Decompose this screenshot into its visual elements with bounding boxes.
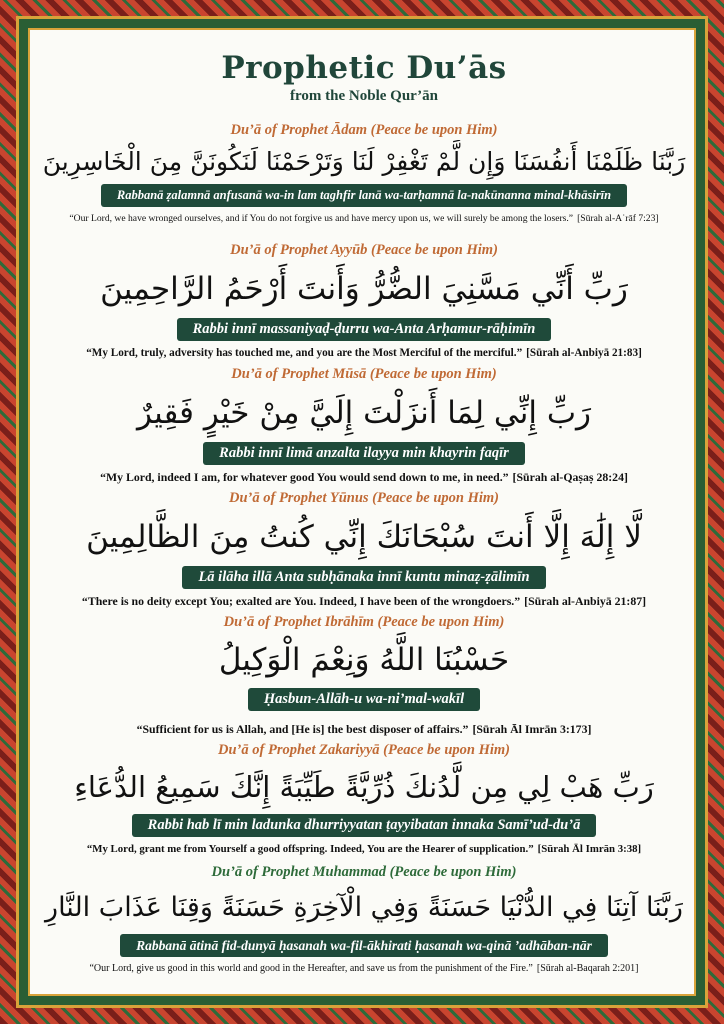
dua-translation: “My Lord, indeed I am, for whatever good You would send down to me, in need.” (100, 470, 509, 484)
dua-reference: [Sūrah Āl Imrān 3:173] (472, 722, 592, 736)
dua-section-yunus (30, 488, 698, 612)
dua-translation-line (30, 958, 698, 980)
dua-heading: Du’ā of Prophet Yūnus (Peace be upon Him) (229, 490, 499, 506)
dua-heading: Du’ā of Prophet Muhammad (Peace be upon Him) (211, 864, 517, 880)
dua-translation: “Our Lord, we have wronged ourselves, and if You do not forgive us and have mercy upon us, we will surely be among the losers.” (69, 213, 574, 224)
dua-translation-line (30, 466, 698, 488)
dua-arabic: رَبِّ أَنِّي مَسَّنِيَ الضُّرُّ وَأَنتَ أَرْحَمُ الرَّاحِمِينَ (100, 271, 628, 307)
dua-heading: Du’ā of Prophet Mūsā (Peace be upon Him) (231, 366, 497, 382)
dua-section-adam (30, 120, 698, 230)
dua-transliteration: Rabbi hab lī min ladunka dhurriyyatan ṭayyibatan innaka Samī’ud-du’ā (132, 814, 597, 837)
dua-transliteration: Rabbanā ẓalamnā anfusanā wa-in lam taghfir lanā wa-tarḥamnā la-nakūnanna minal-khāsirīn (101, 184, 627, 207)
dua-heading: Du’ā of Prophet Ibrāhīm (Peace be upon Him) (223, 614, 505, 630)
dua-arabic: رَبَّنَا ظَلَمْنَا أَنفُسَنَا وَإِن لَّمْ تَغْفِرْ لَنَا وَتَرْحَمْنَا لَنَكُونَنَّ مِنَ الْخَاسِرِينَ (42, 147, 686, 176)
dua-translation-line (30, 718, 698, 740)
dua-arabic: رَبِّ إِنِّي لِمَا أَنزَلْتَ إِلَيَّ مِنْ خَيْرٍ فَقِيرٌ (137, 395, 591, 431)
dua-transliteration: Lā ilāha illā Anta subḥānaka innī kuntu minaẓ-ẓālimīn (182, 566, 545, 589)
dua-translation-line (30, 590, 698, 612)
dua-section-zakariyya (30, 740, 698, 860)
dua-reference: [Sūrah al-Anbiyā 21:83] (526, 347, 642, 359)
dua-transliteration: Rabbi innī limā anzalta ilayya min khayrin faqīr (203, 442, 525, 465)
dua-transliteration: Rabbi innī massaniyaḍ-ḍurru wa-Anta Arḥamur-rāḥimīn (177, 318, 552, 341)
dua-translation: “Sufficient for us is Allah, and [He is] the best disposer of affairs.” (136, 722, 469, 736)
page-subtitle: from the Noble Qur’ān (290, 88, 438, 104)
dua-heading: Du’ā of Prophet Zakariyyā (Peace be upon Him) (218, 742, 510, 758)
dua-section-ibrahim (30, 612, 698, 740)
dua-reference: [Sūrah al-Qaṣaṣ 28:24] (512, 470, 628, 484)
page-title: Prophetic Du’ās (221, 50, 507, 86)
dua-reference: [Sūrah al-Baqarah 2:201] (536, 963, 639, 974)
dua-translation: “There is no deity except You; exalted are You. Indeed, I have been of the wrongdoers.” (81, 594, 521, 608)
dua-arabic: حَسْبُنَا اللَّهُ وَنِعْمَ الْوَكِيلُ (218, 642, 510, 678)
dua-heading: Du’ā of Prophet Ayyūb (Peace be upon Him) (230, 242, 498, 258)
dua-translation: “My Lord, grant me from Yourself a good offspring. Indeed, You are the Hearer of supplication.” (86, 843, 534, 855)
dua-section-muhammad (30, 862, 698, 980)
dua-translation-line (30, 208, 698, 230)
dua-translation: “My Lord, truly, adversity has touched me, and you are the Most Merciful of the merciful.” (86, 347, 523, 359)
dua-section-ayyub (30, 240, 698, 364)
dua-arabic: رَبِّ هَبْ لِي مِن لَّدُنكَ ذُرِّيَّةً طَيِّبَةً إِنَّكَ سَمِيعُ الدُّعَاءِ (74, 770, 654, 804)
dua-translation-line (30, 838, 698, 860)
dua-arabic: لَّا إِلَٰهَ إِلَّا أَنتَ سُبْحَانَكَ إِنِّي كُنتُ مِنَ الظَّالِمِينَ (86, 519, 642, 555)
dua-transliteration: Ḥasbun-Allāh-u wa-ni’mal-wakīl (248, 688, 480, 711)
dua-heading: Du’ā of Prophet Ādam (Peace be upon Him) (230, 122, 498, 138)
dua-reference: [Sūrah Āl Imrān 3:38] (537, 843, 642, 855)
dua-reference: [Sūrah al-Anbiyā 21:87] (524, 594, 647, 608)
dua-translation-line (30, 342, 698, 364)
dua-arabic: رَبَّنَا آتِنَا فِي الدُّنْيَا حَسَنَةً وَفِي الْآخِرَةِ حَسَنَةً وَقِنَا عَذَابَ النَّارِ (45, 892, 683, 923)
dua-section-musa (30, 364, 698, 488)
dua-reference: [Sūrah al-Aʿrāf 7:23] (577, 213, 659, 224)
dua-translation: “Our Lord, give us good in this world and good in the Hereafter, and save us from the punishment of the Fire.” (89, 963, 533, 974)
poster-page (28, 28, 696, 996)
dua-transliteration: Rabbanā ātinā fid-dunyā ḥasanah wa-fil-ākhirati ḥasanah wa-qinā ’adhāban-nār (120, 934, 608, 957)
